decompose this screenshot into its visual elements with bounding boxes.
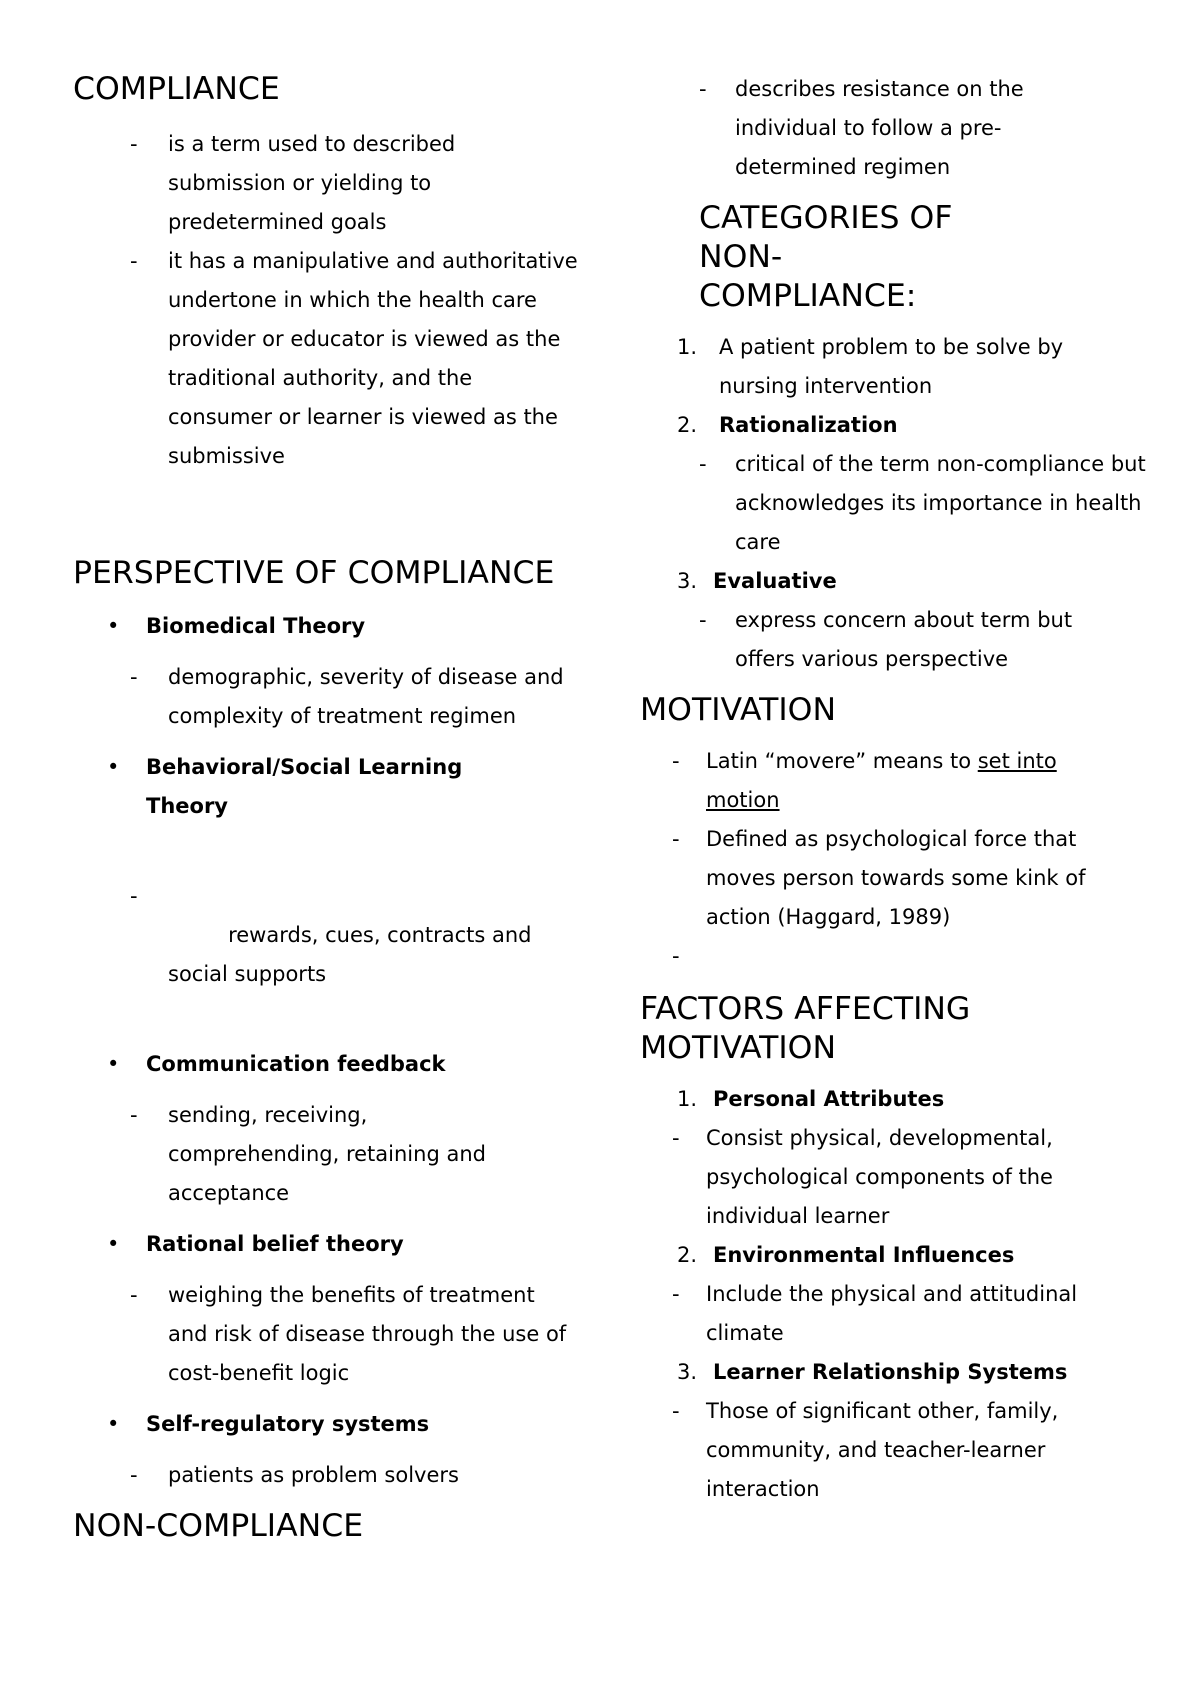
theory-title: • Behavioral/Social Learning Theory (107, 755, 463, 818)
set-into-motion-text: set into motion (706, 749, 1057, 812)
factors-list (640, 1080, 1160, 1509)
category-detail: - express concern about term but offers various perspective (699, 608, 1073, 671)
theory-title: • Rational belief theory (107, 1232, 404, 1256)
list-item: - Latin “movere” means to set into motion (672, 749, 1057, 812)
list-item: - describes resistance on the individual to follow a pre-determined regimen (699, 77, 1024, 179)
factors-heading: FACTORS AFFECTING MOTIVATION (640, 991, 971, 1066)
factor-detail: - Consist physical, developmental, psychological components of the individual learner (672, 1126, 1053, 1228)
theory-title: • Self-regulatory systems (107, 1412, 430, 1436)
factor-detail: - Those of significant other, family, community, and teacher-learner interaction (672, 1399, 1059, 1501)
right-column (640, 70, 1160, 1509)
category-detail: - critical of the term non-compliance but acknowledges its importance in health care (699, 452, 1146, 554)
compliance-list (73, 125, 578, 476)
category-item: 2. Rationalization (677, 413, 898, 437)
non-compliance-description (640, 70, 1160, 187)
factor-item: 1. Personal Attributes (677, 1087, 945, 1111)
theory-list (73, 607, 573, 1495)
categories-list (640, 328, 1160, 679)
factor-detail: - Include the physical and attitudinal climate (672, 1282, 1078, 1345)
non-compliance-heading: NON-COMPLIANCE (73, 1508, 364, 1544)
factor-item: 3. Learner Relationship Systems (677, 1360, 1068, 1384)
theory-detail: - demographic, severity of disease and complexity of treatment regimen (130, 665, 564, 728)
list-item: - is a term used to described submission or yielding to predetermined goals (130, 132, 456, 234)
theory-detail: - rewards, cues, contracts and social supports (130, 884, 539, 986)
factor-item: 2. Environmental Influences (677, 1243, 1015, 1267)
left-column (73, 70, 578, 1546)
category-item: 3. Evaluative (677, 569, 837, 593)
list-item: - (672, 944, 680, 968)
list-item: - it has a manipulative and authoritative undertone in which the health care provider or educator is viewed as the traditional authority, and the consumer or learner is viewed as the submissive (130, 249, 578, 468)
theory-detail: - patients as problem solvers (130, 1463, 459, 1487)
theory-detail: - sending, receiving, comprehending, retaining and acceptance (130, 1103, 486, 1205)
categories-heading: CATEGORIES OF NON-COMPLIANCE: (699, 200, 953, 314)
category-item: 1. A patient problem to be solve by nursing intervention (677, 335, 1064, 398)
motivation-list (640, 742, 1160, 976)
motivation-heading: MOTIVATION (640, 692, 837, 728)
theory-title: • Communication feedback (107, 1052, 446, 1076)
compliance-heading: COMPLIANCE (73, 71, 280, 107)
perspective-heading: PERSPECTIVE OF COMPLIANCE (73, 555, 555, 591)
list-item: - Defined as psychological force that moves person towards some kink of action (Haggard, 1989) (672, 827, 1086, 929)
theory-detail: - weighing the benefits of treatment and risk of disease through the use of cost-benefit logic (130, 1283, 567, 1385)
theory-title: • Biomedical Theory (107, 614, 366, 638)
